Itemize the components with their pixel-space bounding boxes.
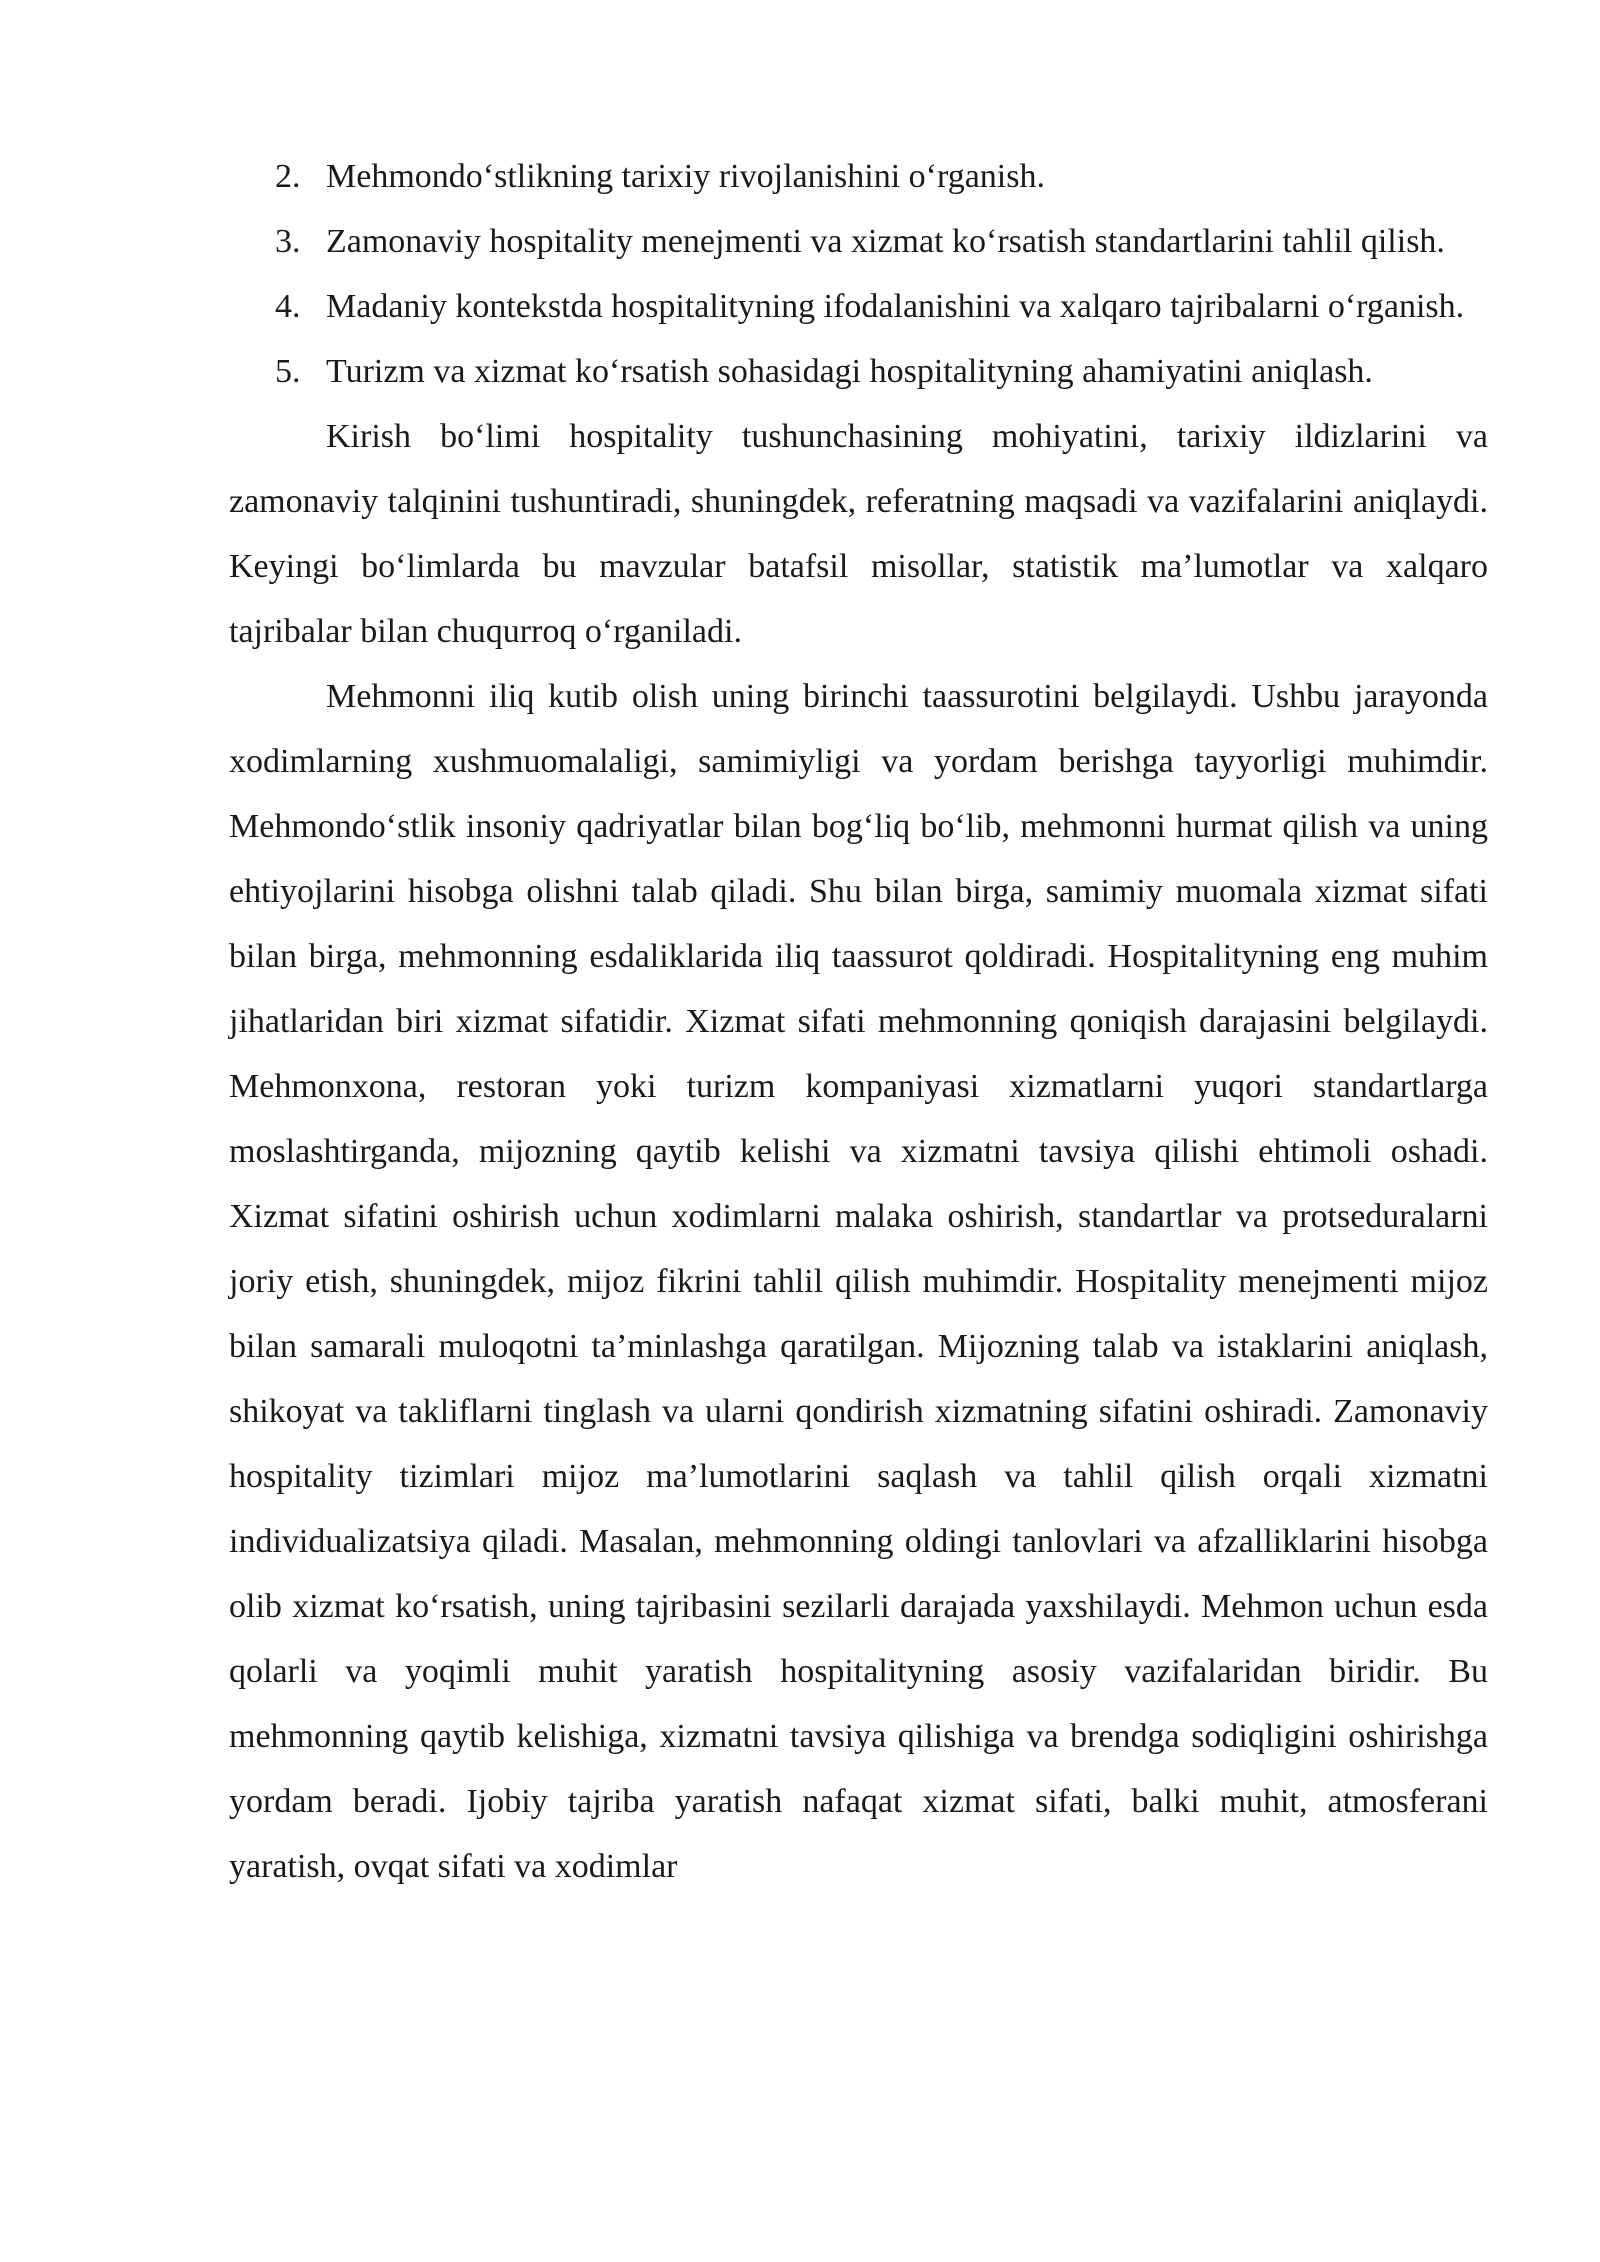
list-item-text: Mehmondo‘stlikning tarixiy rivojlanishini o‘rganish. <box>326 158 1045 195</box>
list-item-number: 5. <box>275 353 301 390</box>
document-body <box>229 144 1488 1899</box>
body-paragraph: Mehmonni iliq kutib olish uning birinchi taassurotini belgilaydi. Ushbu jarayonda xodimlarning xushmuomalaligi, samimiyligi va yordam berishga tayyorligi muhimdir. Mehmondo‘stlik insoniy qadriyatlar bilan bog‘liq bo‘lib, mehmonni hurmat qilish va uning ehtiyojlarini hisobga olishni talab qiladi. Shu bilan birga, samimiy muomala xizmat sifati bilan birga, mehmonning esdaliklarida iliq taassurot qoldiradi. Hospitalityning eng muhim jihatlaridan biri xizmat sifatidir. Xizmat sifati mehmonning qoniqish darajasini belgilaydi. Mehmonxona, restoran yoki turizm kompaniyasi xizmatlarni yuqori standartlarga moslashtirganda, mijozning qaytib kelishi va xizmatni tavsiya qilishi ehtimoli oshadi. Xizmat sifatini oshirish uchun xodimlarni malaka oshirish, standartlar va protseduralarni joriy etish, shuningdek, mijoz fikrini tahlil qilish muhimdir. Hospitality menejmenti mijoz bilan samarali muloqotni ta’minlashga qaratilgan. Mijozning talab va istaklarini aniqlash, shikoyat va takliflarni tinglash va ularni qondirish xizmatning sifatini oshiradi. Zamonaviy hospitality tizimlari mijoz ma’lumotlarini saqlash va tahlil qilish orqali xizmatni individualizatsiya qiladi. Masalan, mehmonning oldingi tanlovlari va afzalliklarini hisobga olib xizmat ko‘rsatish, uning tajribasini sezilarli darajada yaxshilaydi. Mehmon uchun esda qolarli va yoqimli muhit yaratish hospitalityning asosiy vazifalaridan biridir. Bu mehmonning qaytib kelishiga, xizmatni tavsiya qilishiga va brendga sodiqligini oshirishga yordam beradi. Ijobiy tajriba yaratish nafaqat xizmat sifati, balki muhit, atmosferani yaratish, ovqat sifati va xodimlar <box>229 678 1488 1885</box>
list-item-number: 4. <box>275 288 301 325</box>
list-item <box>229 339 1488 404</box>
list-item-text: Turizm va xizmat ko‘rsatish sohasidagi hospitalityning ahamiyatini aniqlash. <box>326 353 1373 390</box>
intro-paragraph: Kirish bo‘limi hospitality tushunchasining mohiyatini, tarixiy ildizlarini va zamonaviy talqinini tushuntiradi, shuningdek, referatning maqsadi va vazifalarini aniqlaydi. Keyingi bo‘limlarda bu mavzular batafsil misollar, statistik ma’lumotlar va xalqaro tajribalar bilan chuqurroq o‘rganiladi. <box>229 418 1488 650</box>
list-item <box>229 274 1488 339</box>
list-item-number: 3. <box>275 223 301 260</box>
list-item <box>229 209 1488 274</box>
list-item-text: Madaniy kontekstda hospitalityning ifodalanishini va xalqaro tajribalarni o‘rganish. <box>326 288 1465 325</box>
list-item <box>229 144 1488 209</box>
list-item-number: 2. <box>275 158 301 195</box>
objectives-list <box>229 144 1488 404</box>
list-item-text: Zamonaviy hospitality menejmenti va xizmat ko‘rsatish standartlarini tahlil qilish. <box>326 223 1445 260</box>
